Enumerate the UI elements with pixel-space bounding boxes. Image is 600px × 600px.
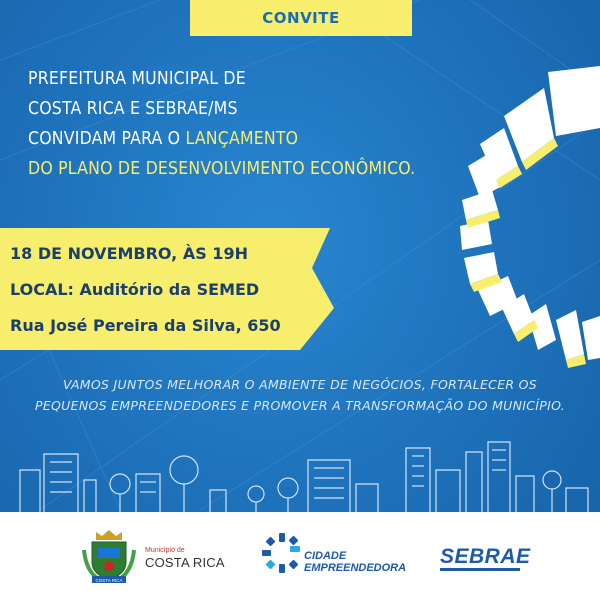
- tagline: [0, 374, 600, 416]
- headline-highlight: LANÇAMENTO: [185, 129, 299, 149]
- headline-line-1: PREFEITURA MUNICIPAL DE: [28, 69, 246, 89]
- event-address: Rua José Pereira da Silva, 650: [10, 316, 281, 335]
- event-info: [10, 236, 281, 344]
- gauge-graphic-icon: [458, 58, 600, 368]
- cidade-empreendedora-logo-icon: [262, 533, 302, 573]
- city-skyline-icon: [0, 440, 600, 514]
- event-location: LOCAL: Auditório da SEMED: [10, 280, 260, 299]
- event-date: 18 DE NOVEMBRO, ÀS 19H: [10, 244, 248, 263]
- municipal-crest-icon: [80, 526, 138, 586]
- headline-line-3-prefix: CONVIDAM PARA O: [28, 129, 186, 149]
- ce-line-1: CIDADE: [304, 550, 347, 562]
- cidade-empreendedora-logo: [304, 550, 406, 574]
- headline-line-2: COSTA RICA E SEBRAE/MS: [28, 99, 238, 119]
- tagline-line-1: VAMOS JUNTOS MELHORAR O AMBIENTE DE NEGÓCIOS, FORTALECER OS: [62, 377, 538, 392]
- headline: [28, 64, 458, 184]
- sebrae-logo: SEBRAE: [440, 545, 531, 568]
- crest-banner-text: COSTA RICA: [95, 578, 123, 583]
- tagline-line-2: PEQUENOS EMPREENDEDORES E PROMOVER A TRANSFORMAÇÃO DO MUNICÍPIO.: [35, 398, 565, 413]
- headline-line-4: DO PLANO DE DESENVOLVIMENTO ECONÔMICO.: [28, 159, 416, 179]
- headline-line-3: [28, 124, 458, 154]
- ce-line-2: EMPREENDEDORA: [304, 562, 407, 574]
- municipio-name: COSTA RICA: [145, 555, 225, 570]
- municipio-label: Município de: [145, 547, 185, 554]
- invite-tag: CONVITE: [190, 0, 412, 36]
- sebrae-underline: [440, 568, 520, 573]
